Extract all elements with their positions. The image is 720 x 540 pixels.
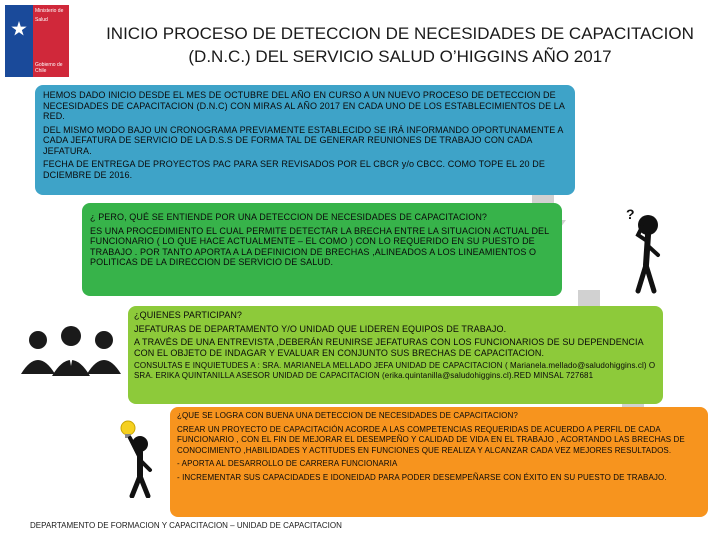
logo-line3: Gobierno de Chile (35, 62, 63, 74)
logo-line2: Salud (35, 17, 48, 23)
intro-paragraph-2: DEL MISMO MODO BAJO UN CRONOGRAMA PREVIAMENTE ESTABLECIDO SE IRÁ INFORMANDO OPORTUNAMENTE A CADA JEFATURA DE SERVICIO DE LA D.S.S DE FORMA TAL DE GENERAR REUNIONES DE TRABAJO CON CADA JEFATURA. (43, 124, 564, 156)
participants-question: ¿QUIENES PARTICIPAN? (134, 310, 243, 320)
people-group-icon (16, 326, 126, 376)
participants-answer: JEFATURAS DE DEPARTAMENTO Y/O UNIDAD QUE LIDEREN EQUIPOS DE TRABAJO. (134, 323, 507, 334)
page-title (90, 22, 710, 68)
outcomes-box (170, 407, 708, 517)
participants-contact: CONSULTAS E INQUIETUDES A : SRA. MARIANELA MELLADO JEFA UNIDAD DE CAPACITACION ( Marianela.mellado@saludohiggins.cl) O SRA. ERIKA QUINTANILLA ASESOR UNIDAD DE CAPACITACION (erika.quintanilla@saludohiggins.cl).RED MINSAL 727681 (134, 361, 656, 380)
definition-box (82, 203, 562, 296)
logo-blue-panel (5, 5, 33, 77)
participants-interview: A TRAVÉS DE UNA ENTREVISTA ,DEBERÁN REUNIRSE JEFATURAS CON LOS FUNCIONARIOS DE SU DEPENDENCIA CON EL OBJETO DE INDAGAR Y EVALUAR EN CONJUNTO SUS BRECHAS DE CAPACITACION. (134, 337, 644, 358)
title-line2: (D.N.C.) DEL SERVICIO SALUD O’HIGGINS AÑO 2017 (188, 47, 612, 66)
thinking-figure-icon (614, 205, 674, 295)
idea-figure-icon (112, 418, 162, 498)
participants-box (128, 306, 663, 404)
logo-line1: Ministerio de (35, 8, 64, 14)
svg-text:?: ? (626, 206, 635, 222)
definition-question: ¿ PERO, QUÉ SE ENTIENDE POR UNA DETECCION DE NECESIDADES DE CAPACITACION? (90, 212, 488, 222)
government-logo (33, 5, 69, 77)
outcomes-bullet-1: - APORTA AL DESARROLLO DE CARRERA FUNCIONARIA (177, 459, 398, 468)
intro-paragraph-3: FECHA DE ENTREGA DE PROYECTOS PAC PARA SER REVISADOS POR EL CBCR y/o CBCC. COMO TOPE EL 20 DE DCIEMBRE DE 2016. (43, 159, 545, 180)
outcomes-question: ¿QUE SE LOGRA CON BUENA UNA DETECCION DE NECESIDADES DE CAPACITACION? (177, 411, 518, 420)
intro-box (35, 85, 575, 195)
footer-department: DEPARTAMENTO DE FORMACION Y CAPACITACION – UNIDAD DE CAPACITACION (30, 521, 342, 530)
intro-paragraph-1: HEMOS DADO INICIO DESDE EL MES DE OCTUBRE DEL AÑO EN CURSO A UN NUEVO PROCESO DE DETECCION DE NECESIDADES DE CAPACITACION (D.N.C) CON MIRAS AL AÑO 2017 EN CADA UNO DE LOS ESTABLECIMIENTOS DE LA RED. (43, 90, 565, 121)
outcomes-bullet-2: - INCREMENTAR SUS CAPACIDADES E IDONEIDAD PARA PODER DESEMPEÑARSE CON ÉXITO EN SU PUESTO DE TRABAJO. (177, 472, 667, 482)
outcomes-answer: CREAR UN PROYECTO DE CAPACITACIÓN ACORDE A LAS COMPETENCIAS REQUERIDAS DE ACUERDO A PERFIL DE CADA FUNCIONARIO , CON EL FIN DE MEJORAR EL DESEMPEÑO Y CALIDAD DE VIDA EN EL TRABAJO , ACORTANDO LAS BRECHAS DE CONOCIMIENTO ,HABILIDADES Y ACTITUDES EN FUNCIONES QUE REALIZA Y ALCANZAR CADA VEZ MEJORES RESULTADOS. (177, 424, 685, 455)
definition-answer: ES UNA PROCEDIMIENTO EL CUAL PERMITE DETECTAR LA BRECHA ENTRE LA SITUACION ACTUAL DEL FUNCIONARIO ( LO QUE HACE ACTUALMENTE – EL COMO ) CON LO REQUERIDO EN SU PUESTO DE TRABAJO . POR TANTO APORTA A LA DEFINICION DE BRECHAS ,ALINEADOS A LOS LINEAMIENTOS O POLITICAS DE LA DIRECCION DE SERVICIO DE SALUD. (90, 225, 549, 267)
title-line1: INICIO PROCESO DE DETECCION DE NECESIDADES DE CAPACITACION (106, 24, 694, 43)
